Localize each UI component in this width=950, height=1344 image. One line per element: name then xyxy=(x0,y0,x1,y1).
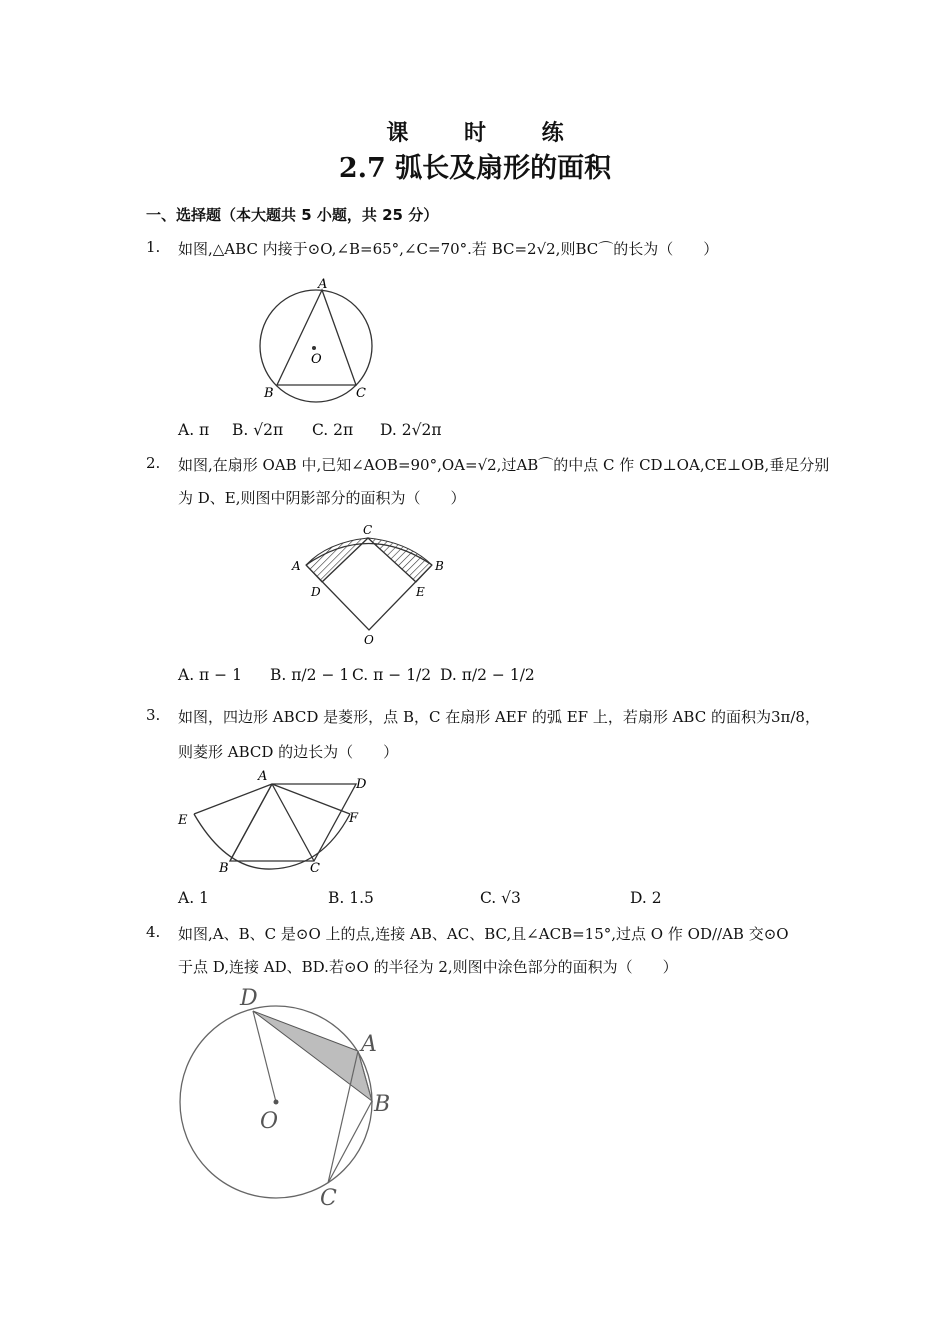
q1-label-o: O xyxy=(311,352,322,367)
q3-option-a[interactable]: A. 1 xyxy=(178,889,209,907)
q3-radius-ae xyxy=(194,784,272,814)
q1-label-a: A xyxy=(318,277,328,292)
q2-label-a: A xyxy=(292,559,301,573)
q1-option-a[interactable]: A. π xyxy=(178,421,210,439)
q4-stem-line1: 如图,A、B、C 是⊙O 上的点,连接 AB、AC、BC,且∠ACB=15°,过点 O 作 OD//AB 交⊙O xyxy=(178,925,789,943)
q1-stem: 如图,△ABC 内接于⊙O,∠B=65°,∠C=70°.若 BC=2√2,则BC⌒的长为（ ） xyxy=(178,240,719,258)
q3-label-c: C xyxy=(310,861,320,876)
q4-segment-bc xyxy=(328,1101,372,1183)
q4-stem-line2: 于点 D,连接 AD、BD.若⊙O 的半径为 2,则图中涂色部分的面积为（ ） xyxy=(178,958,678,976)
q1-label-b: B xyxy=(264,386,274,401)
q3-label-a: A xyxy=(258,769,268,784)
q2-option-b[interactable]: B. π/2 − 1 xyxy=(270,666,350,684)
q3-figure xyxy=(172,766,382,878)
q3-segment-ab xyxy=(230,784,272,861)
q2-stem-line1: 如图,在扇形 OAB 中,已知∠AOB=90°,OA=√2,过AB⌒的中点 C 作 CD⊥OA,CE⊥OB,垂足分别 xyxy=(178,456,830,474)
q2-label-d: D xyxy=(311,585,321,599)
q3-number: 3. xyxy=(146,706,161,724)
q1-option-d[interactable]: D. 2√2π xyxy=(380,421,442,439)
q3-stem-line1: 如图，四边形 ABCD 是菱形，点 B，C 在扇形 AEF 的弧 EF 上，若扇形 ABC 的面积为3π/8， xyxy=(178,708,820,726)
q2-number: 2. xyxy=(146,454,161,472)
q1-option-c[interactable]: C. 2π xyxy=(312,421,354,439)
q4-label-o: O xyxy=(260,1109,279,1134)
q2-label-e: E xyxy=(416,585,425,599)
q4-label-c: C xyxy=(320,1186,337,1211)
q3-label-d: D xyxy=(356,777,367,792)
q1-center-dot xyxy=(312,346,316,350)
q3-label-b: B xyxy=(219,861,229,876)
q4-label-d: D xyxy=(240,986,258,1011)
q3-label-e: E xyxy=(178,813,188,828)
q2-label-o: O xyxy=(364,633,374,647)
q4-number: 4. xyxy=(146,923,161,941)
q2-label-c: C xyxy=(363,523,373,537)
q2-option-d[interactable]: D. π/2 − 1/2 xyxy=(440,666,535,684)
page-title: 2.7 弧长及扇形的面积 xyxy=(338,153,612,184)
q3-label-f: F xyxy=(349,811,359,826)
section-title: 一、选择题（本大题共 5 小题，共 25 分） xyxy=(146,206,439,224)
q3-radius-af xyxy=(272,784,350,814)
q4-center-dot xyxy=(274,1100,279,1105)
q1-label-c: C xyxy=(356,386,366,401)
q4-shaded-region xyxy=(253,1011,372,1101)
q1-option-b[interactable]: B. √2π xyxy=(232,421,284,439)
q3-option-b[interactable]: B. 1.5 xyxy=(328,889,374,907)
q1-triangle xyxy=(277,290,356,385)
q4-label-a: A xyxy=(361,1032,377,1057)
q1-number: 1. xyxy=(146,238,161,256)
q3-stem-line2: 则菱形 ABCD 的边长为（ ） xyxy=(178,743,399,761)
q2-figure xyxy=(288,520,458,650)
q3-option-c[interactable]: C. √3 xyxy=(480,889,521,907)
q2-label-b: B xyxy=(435,559,444,573)
q2-stem-line2: 为 D、E,则图中阴影部分的面积为（ ） xyxy=(178,489,466,507)
q3-option-d[interactable]: D. 2 xyxy=(630,889,662,907)
q2-option-a[interactable]: A. π − 1 xyxy=(178,666,242,684)
q1-figure xyxy=(255,276,385,406)
page-label: 课 时 练 xyxy=(386,120,588,146)
q4-label-b: B xyxy=(374,1092,391,1117)
q3-segment-ac xyxy=(272,784,314,861)
q4-figure xyxy=(170,985,410,1210)
q2-option-c[interactable]: C. π − 1/2 xyxy=(352,666,432,684)
